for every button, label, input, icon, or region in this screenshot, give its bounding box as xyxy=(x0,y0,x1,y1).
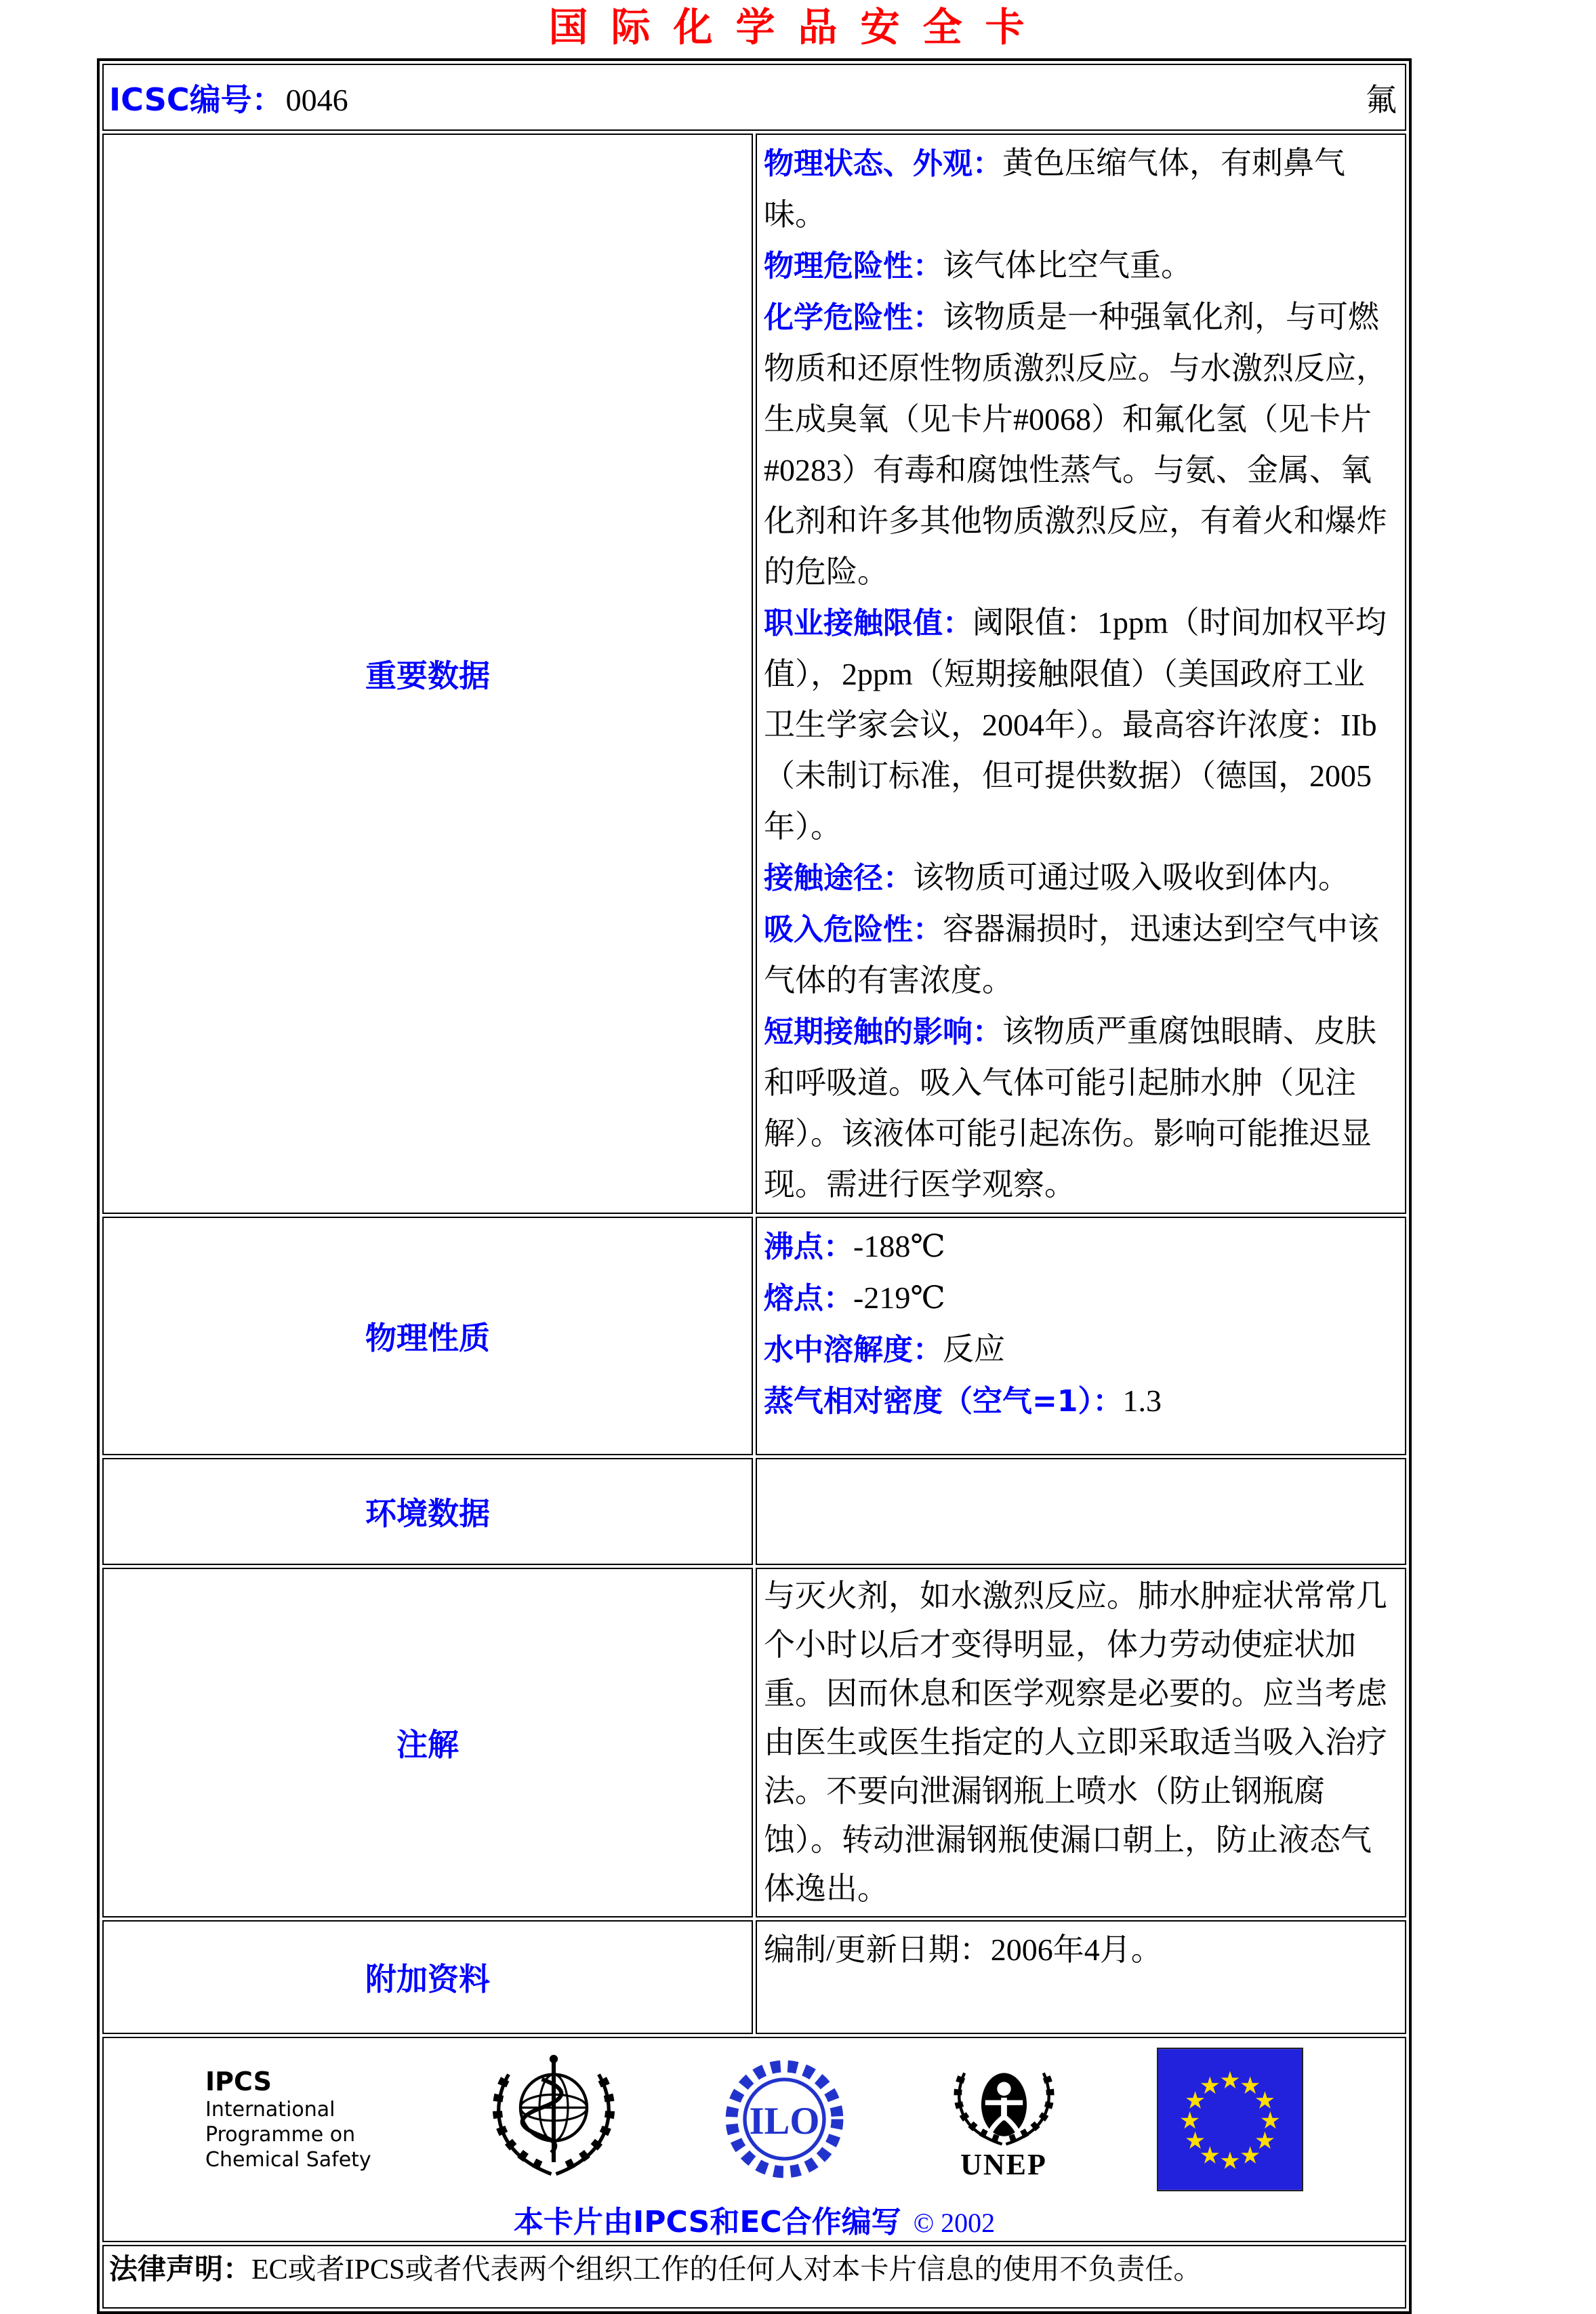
item-text: -219℃ xyxy=(853,1280,945,1315)
unep-logo-text: UNEP xyxy=(960,2147,1047,2181)
unep-logo-icon xyxy=(945,2059,1063,2180)
important-data-row xyxy=(102,134,1406,1214)
item-text: 反应 xyxy=(943,1332,1005,1366)
item-label: 沸点： xyxy=(764,1230,853,1264)
item-label: 化学危险性： xyxy=(764,300,943,335)
page-title: 国际化学品安全卡 xyxy=(548,4,1048,50)
item-text: 1.3 xyxy=(1122,1383,1162,1418)
physical-properties-row xyxy=(102,1217,1406,1455)
legal-text: EC或者IPCS或者代表两个组织工作的任何人对本卡片信息的使用不负责任。 xyxy=(251,2254,1202,2286)
icsc-number-value: 0046 xyxy=(285,82,348,117)
footer-cell xyxy=(102,2037,1406,2242)
item-text: 该物质是一种强氧化剂，与可燃物质和还原性物质激烈反应。与水激烈反应，生成臭氧（见卡片#0068）和氟化氢（见卡片#0283）有毒和腐蚀性蒸气。与氨、金属、氧化剂和许多其他物质激烈反应，有着火和爆炸的危险。 xyxy=(764,300,1387,589)
item-label: 短期接触的影响： xyxy=(764,1015,1002,1049)
item-text: -188℃ xyxy=(853,1229,945,1263)
ipcs-acronym: IPCS xyxy=(205,2067,272,2096)
important-data-content xyxy=(756,134,1406,1214)
row-label-notes: 注解 xyxy=(102,1568,753,1917)
icsc-number-group xyxy=(109,75,348,120)
icsc-card-table xyxy=(97,58,1412,2314)
eu-flag-icon xyxy=(1157,2048,1303,2191)
item-text: 黄色压缩气体，有刺鼻气味。 xyxy=(764,146,1345,232)
environmental-data-row xyxy=(102,1458,1406,1565)
item-text: 该物质可通过吸入吸收到体内。 xyxy=(913,860,1349,895)
row-label-environmental-data: 环境数据 xyxy=(102,1458,753,1565)
notes-content xyxy=(756,1568,1406,1917)
additional-info-content xyxy=(756,1920,1406,2034)
data-item xyxy=(764,1324,1393,1375)
who-logo-icon xyxy=(483,2048,625,2191)
item-label: 接触途径： xyxy=(764,861,913,895)
footer-caption-text: 本卡片由IPCS和EC合作编写 xyxy=(513,2205,901,2239)
legal-label: 法律声明： xyxy=(109,2252,252,2286)
notes-row xyxy=(102,1568,1406,1917)
icsc-number-label: ICSC编号： xyxy=(109,81,283,118)
data-item xyxy=(764,1375,1393,1427)
ipcs-block xyxy=(205,2066,388,2172)
item-text: 阈限值：1ppm（时间加权平均值），2ppm（短期接触限值）（美国政府工业卫生学家会议，2004年）。最高容许浓度：IIb（未制订标准，但可提供数据）（德国，2005年）。 xyxy=(764,605,1387,844)
data-item xyxy=(764,852,1393,904)
row-label-important-data: 重要数据 xyxy=(102,134,753,1214)
data-item xyxy=(764,1006,1393,1210)
icsc-number-cell xyxy=(102,64,1406,131)
logo-strip xyxy=(104,2042,1405,2192)
ilo-logo-text: ILO xyxy=(749,2099,820,2143)
item-label: 物理危险性： xyxy=(764,249,943,283)
row-label-physical-properties: 物理性质 xyxy=(102,1217,753,1455)
data-item xyxy=(764,904,1393,1006)
ipcs-subtitle-line: International xyxy=(205,2098,335,2122)
ipcs-subtitle-line: Chemical Safety xyxy=(205,2148,371,2172)
row-label-additional-info: 附加资料 xyxy=(102,1920,753,2034)
item-label: 水中溶解度： xyxy=(764,1333,943,1367)
item-text: 容器漏损时，迅速达到空气中该气体的有害浓度。 xyxy=(764,912,1379,998)
item-label: 职业接触限值： xyxy=(764,606,973,641)
ilo-logo-icon xyxy=(718,2053,851,2185)
data-item xyxy=(764,291,1393,597)
item-label: 吸入危险性： xyxy=(764,912,943,947)
data-item xyxy=(764,1272,1393,1324)
data-item xyxy=(764,1221,1393,1272)
notes-text: 与灭火剂，如水激烈反应。肺水肿症状常常几个小时以后才变得明显，体力劳动使症状加重。因而休息和医学观察是必要的。应当考虑由医生或医生指定的人立即采取适当吸入治疗法。不要向泄漏钢瓶上喷水（防止钢瓶腐蚀）。转动泄漏钢瓶使漏口朝上，防止液态气体逸出。 xyxy=(764,1579,1387,1906)
additional-info-row xyxy=(102,1920,1406,2034)
item-label: 蒸气相对密度（空气=1）： xyxy=(764,1384,1123,1419)
item-text: 该气体比空气重。 xyxy=(943,248,1192,283)
data-item xyxy=(764,240,1393,291)
item-text: 该物质严重腐蚀眼睛、皮肤和呼吸道。吸入气体可能引起肺水肿（见注解）。该液体可能引起冻伤。影响可能推迟显现。需进行医学观察。 xyxy=(764,1014,1376,1202)
data-item xyxy=(764,597,1393,852)
ipcs-subtitle-line: Programme on xyxy=(205,2123,356,2147)
additional-info-text: 编制/更新日期：2006年4月。 xyxy=(764,1932,1162,1967)
physical-properties-content xyxy=(756,1217,1406,1455)
footer-row xyxy=(102,2037,1406,2242)
footer-caption xyxy=(104,2197,1405,2241)
item-label: 熔点： xyxy=(764,1281,853,1316)
icsc-number-row xyxy=(102,64,1406,131)
legal-cell xyxy=(102,2245,1406,2309)
copyright-text: © 2002 xyxy=(913,2208,996,2238)
item-label: 物理状态、外观： xyxy=(764,146,1002,181)
data-item xyxy=(764,138,1393,240)
chemical-name: 氟 xyxy=(1366,82,1397,117)
legal-row xyxy=(102,2245,1406,2309)
environmental-data-content xyxy=(756,1458,1406,1565)
